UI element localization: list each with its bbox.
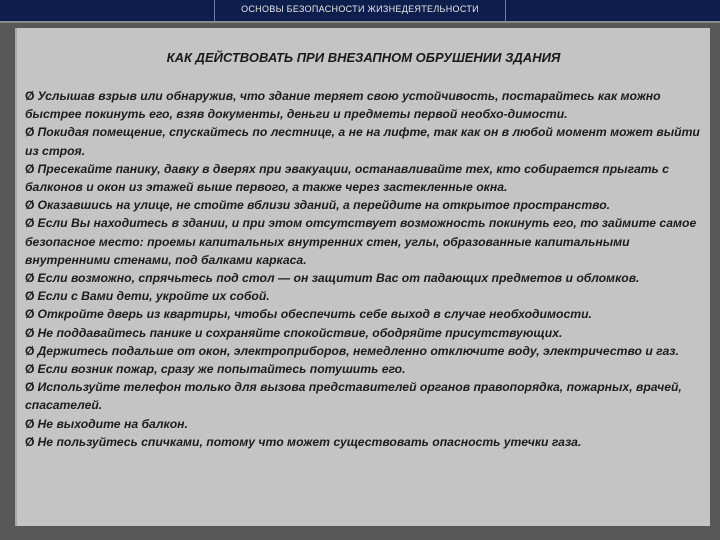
list-item-text: Пресекайте панику, давку в дверях при эвакуации, останавливайте тех, кто собирается прыгать с балконов и окон из этажей выше первого, а также через застекленные окна. — [25, 161, 669, 195]
list-item — [25, 415, 705, 433]
list-item — [25, 324, 705, 342]
list-item — [25, 87, 705, 123]
list-item — [25, 360, 705, 378]
list-item-text: Откройте дверь из квартиры, чтобы обеспечить себе выход в случае необходимости. — [37, 307, 592, 322]
slide-title: КАК ДЕЙСТВОВАТЬ ПРИ ВНЕЗАПНОМ ОБРУШЕНИИ ЗДАНИЯ — [166, 50, 561, 65]
list-item-text: Не поддавайтесь панике и сохраняйте спокойствие, ободряйте присутствующих. — [37, 325, 563, 340]
list-item-text: Держитесь подальше от окон, электроприборов, немедленно отключите воду, электричество и газ. — [37, 343, 679, 358]
instructions-list — [25, 87, 705, 451]
header-title: ОСНОВЫ БЕЗОПАСНОСТИ ЖИЗНЕДЕЯТЕЛЬНОСТИ — [241, 4, 479, 14]
list-item-text: Используйте телефон только для вызова представителей органов правопорядка, пожарных, врачей, спасателей. — [25, 380, 682, 413]
arrow-bullet-icon: Ø — [25, 434, 35, 449]
list-item-text: Если с Вами дети, укройте их собой. — [37, 289, 270, 304]
list-item-text: Если Вы находитесь в здании, и при этом отсутствует возможность покинуть его, то займите самое безопасное место: проемы капитальных внутренних стен, углы, образованные капитальными внутренними стенами, под балками каркаса. — [25, 216, 697, 267]
list-item — [25, 433, 705, 451]
header-bar — [0, 0, 720, 23]
list-item-text: Если возник пожар, сразу же попытайтесь потушить его. — [37, 362, 406, 377]
list-item — [25, 269, 705, 287]
arrow-bullet-icon: Ø — [25, 307, 35, 322]
list-item — [25, 214, 705, 269]
arrow-bullet-icon: Ø — [25, 271, 35, 286]
list-item-text: Если возможно, спрячьтесь под стол — он защитит Вас от падающих предметов и обломков. — [37, 271, 640, 286]
arrow-bullet-icon: Ø — [25, 289, 35, 304]
list-item — [25, 342, 705, 360]
arrow-bullet-icon: Ø — [25, 89, 35, 103]
list-item — [25, 123, 705, 159]
list-item-text: Оказавшись на улице, не стойте вблизи зданий, а перейдите на открытое пространство. — [37, 198, 611, 213]
arrow-bullet-icon: Ø — [25, 362, 35, 377]
arrow-bullet-icon: Ø — [25, 380, 35, 395]
list-item — [25, 196, 705, 214]
list-item-text: Не выходите на балкон. — [37, 416, 188, 431]
arrow-bullet-icon: Ø — [25, 216, 35, 231]
arrow-bullet-icon: Ø — [25, 343, 35, 358]
list-item-text: Не пользуйтесь спичками, потому что может существовать опасность утечки газа. — [37, 434, 582, 449]
list-item-text: Услышав взрыв или обнаружив, что здание теряет свою устойчивость, постарайтесь как можно быстрее покинуть его, взяв документы, деньги и предметы первой необхо-димости. — [25, 89, 661, 122]
arrow-bullet-icon: Ø — [25, 125, 35, 140]
list-item — [25, 287, 705, 305]
list-item — [25, 305, 705, 323]
arrow-bullet-icon: Ø — [25, 198, 35, 213]
list-item-text: Покидая помещение, спускайтесь по лестнице, а не на лифте, так как он в любой момент может выйти из строя. — [25, 125, 700, 158]
list-item — [25, 160, 705, 196]
arrow-bullet-icon: Ø — [25, 161, 35, 176]
arrow-bullet-icon: Ø — [25, 325, 35, 340]
content-panel — [15, 28, 710, 526]
list-item — [25, 378, 705, 414]
arrow-bullet-icon: Ø — [25, 416, 35, 431]
